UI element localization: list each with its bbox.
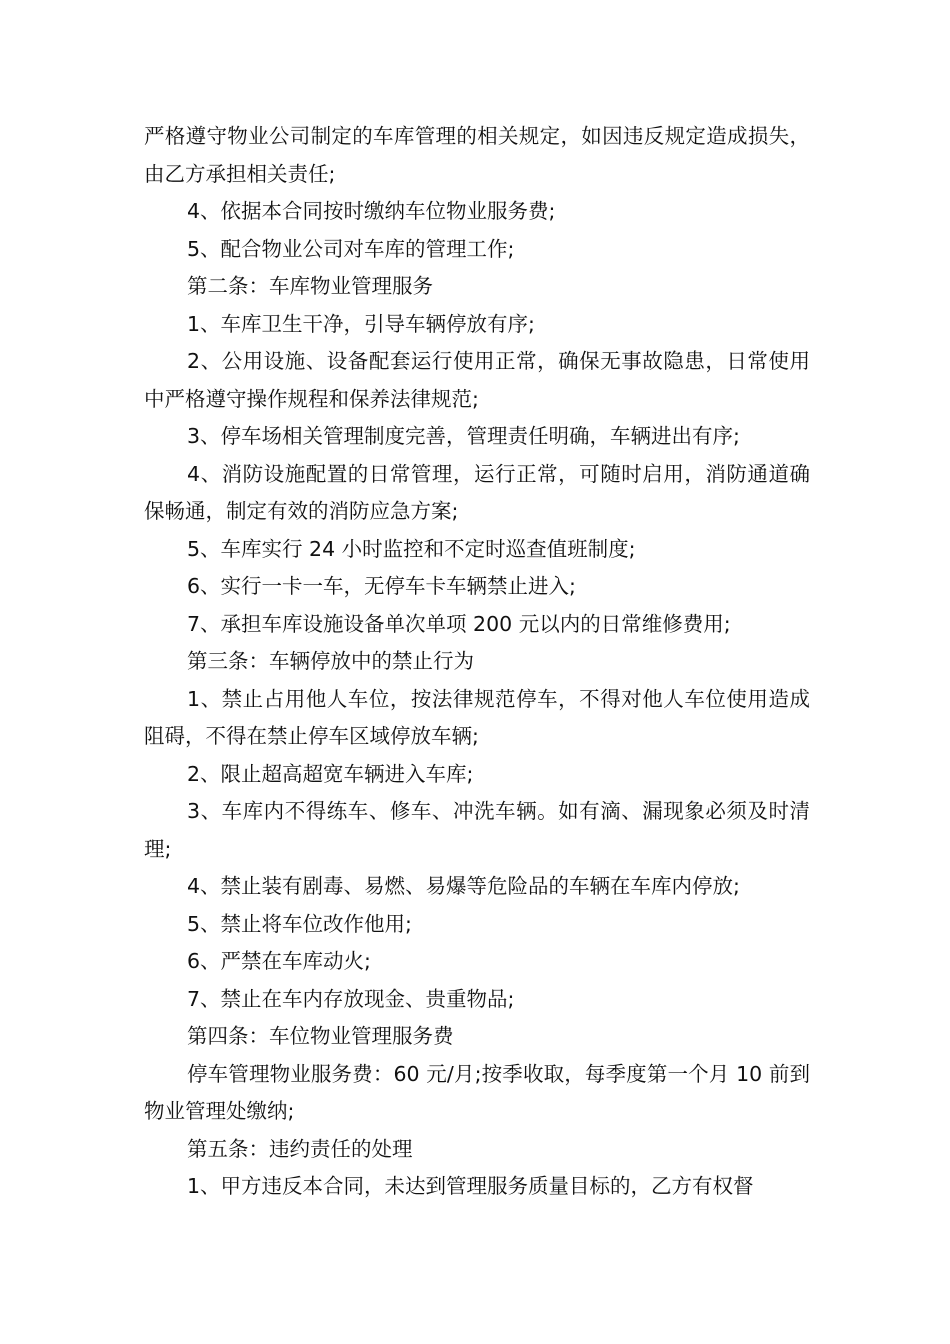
paragraph: 6、实行一卡一车，无停车卡车辆禁止进入;: [187, 574, 576, 598]
paragraph: 4、消防设施配置的日常管理，运行正常，可随时启用，消防通道确保畅通，制定有效的消防应急方案;: [144, 461, 810, 523]
paragraph: 3、停车场相关管理制度完善，管理责任明确，车辆进出有序;: [187, 424, 740, 448]
paragraph: 7、禁止在车内存放现金、贵重物品;: [187, 986, 515, 1011]
section-heading: 第三条：车辆停放中的禁止行为: [187, 649, 474, 673]
section-heading: 第二条：车库物业管理服务: [187, 274, 433, 298]
paragraph: 5、配合物业公司对车库的管理工作;: [187, 236, 515, 261]
paragraph: 1、甲方违反本合同，未达到管理服务质量目标的，乙方有权督: [187, 1174, 754, 1198]
paragraph: 1、禁止占用他人车位，按法律规范停车，不得对他人车位使用造成阻碍，不得在禁止停车区域停放车辆;: [144, 686, 810, 748]
section-heading: 第四条：车位物业管理服务费: [187, 1024, 454, 1048]
paragraph: 1、车库卫生干净，引导车辆停放有序;: [187, 311, 535, 336]
section-heading: 第五条：违约责任的处理: [187, 1136, 413, 1161]
paragraph: 严格遵守物业公司制定的车库管理的相关规定，如因违反规定造成损失，由乙方承担相关责任;: [144, 124, 810, 186]
paragraph: 5、禁止将车位改作他用;: [187, 911, 412, 936]
paragraph: 5、车库实行 24 小时监控和不定时巡查值班制度;: [187, 536, 636, 561]
paragraph: 4、依据本合同按时缴纳车位物业服务费;: [187, 199, 556, 223]
document-body: [144, 118, 810, 1206]
paragraph: 6、严禁在车库动火;: [187, 949, 371, 973]
paragraph: 2、公用设施、设备配套运行使用正常，确保无事故隐患，日常使用中严格遵守操作规程和保养法律规范;: [144, 349, 810, 411]
paragraph: 3、车库内不得练车、修车、冲洗车辆。如有滴、漏现象必须及时清理;: [144, 799, 810, 861]
paragraph: 7、承担车库设施设备单次单项 200 元以内的日常维修费用;: [187, 611, 731, 636]
paragraph: 2、限止超高超宽车辆进入车库;: [187, 761, 474, 786]
paragraph: 4、禁止装有剧毒、易燃、易爆等危险品的车辆在车库内停放;: [187, 874, 740, 898]
paragraph: 停车管理物业服务费：60 元/月;按季收取，每季度第一个月 10 前到物业管理处缴纳;: [144, 1061, 810, 1123]
